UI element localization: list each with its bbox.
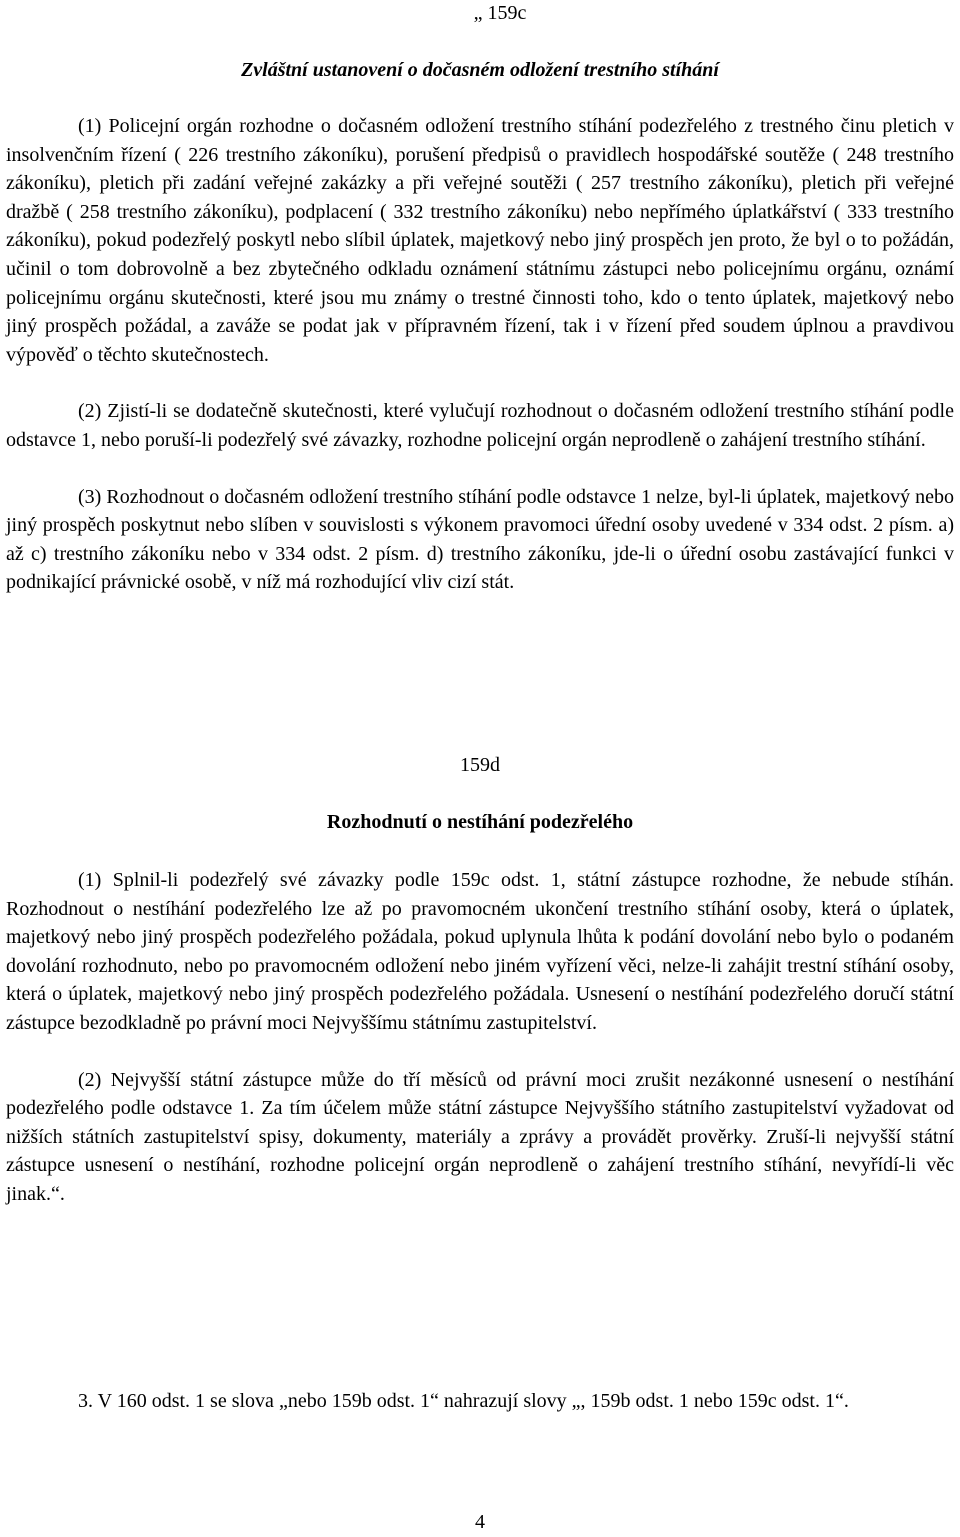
section-number-159c: „ 159c [473,2,527,24]
paragraph-159c-3: (3) Rozhodnout o dočasném odložení trestního stíhání podle odstavce 1 nelze, byl-li úplatek, majetkový nebo jiný prospěch poskytnut nebo slíben v souvislosti s výkonem pravomoci úřední osoby uvedené v 334 odst. 2 písm. a) až c) trestního zákoníku nebo v 334 odst. 2 písm. d) trestního zákoníku, jde-li o úřední osobu zastávající funkci v podnikající právnické osobě, v níž má rozhodující vliv cizí stát. [6,485,954,594]
section-159c-body [6,112,954,597]
section-159d-body [6,866,954,1209]
paragraph-159c-2: (2) Zjistí-li se dodatečně skutečnosti, které vylučují rozhodnout o dočasném odložení trestního stíhání podle odstavce 1, nebo poruší-li podezřelý své závazky, rozhodne policejní orgán neprodleně o zahájení trestního stíhání. [6,400,954,451]
section-title-159d: Rozhodnutí o nestíhání podezřelého [326,811,634,833]
paragraph-159c-1: (1) Policejní orgán rozhodne o dočasném odložení trestního stíhání podezřelého z trestného činu pletich v insolvenčním řízení ( 226 trestního zákoníku), porušení předpisů o pravidlech hospodářské soutěže ( 248 trestního zákoníku), pletich při zadání veřejné zakázky a při veřejné soutěži ( 257 trestního zákoníku), pletich při veřejné dražbě ( 258 trestního zákoníku), podplacení ( 332 trestního zákoníku) nebo nepřímého úplatkářství ( 333 trestního zákoníku), pokud podezřelý poskytl nebo slíbil úplatek, majetkový nebo jiný prospěch jen proto, že byl o to požádán, učinil o tom dobrovolně a bez zbytečného odkladu oznámení státnímu zástupci nebo policejnímu orgánu, oznámí policejnímu orgánu skutečnosti, které jsou mu známy o trestné činnosti toho, kdo o tento úplatek, majetkový nebo jiný prospěch požádal, a zaváže se podat jak v přípravném řízení, tak i v řízení před soudem úplnou a pravdivou výpověď o těchto skutečnostech. [6,115,954,366]
paragraph-159d-1: (1) Splnil-li podezřelý své závazky podle 159c odst. 1, státní zástupce rozhodne, že nebude stíhán. Rozhodnout o nestíhání podezřelého lze až po pravomocném ukončení trestního stíhání osoby, která o úplatek, majetkový nebo jiný prospěch podezřelého požádala, pokud uplynula lhůta k podání dovolání nebo bylo o podaném dovolání rozhodnuto, nebo po pravomocném odložení nebo jiném vyřízení věci, nelze-li zahájit trestní stíhání osoby, která o úplatek, majetkový nebo jiný prospěch podezřelého požádala. Usnesení o nestíhání podezřelého doručí státní zástupce bezodkladně po právní moci Nejvyššímu státnímu zastupitelství. [6,869,954,1034]
section-number-159d: 159d [460,754,500,776]
page-number: 4 [475,1511,485,1533]
section-title-159c: Zvláštní ustanovení o dočasném odložení trestního stíhání [241,59,719,81]
amendment-point-3: 3. V 160 odst. 1 se slova „nebo 159b odst. 1“ nahrazují slovy „, 159b odst. 1 nebo 159c odst. 1“. [78,1390,849,1412]
paragraph-159d-2: (2) Nejvyšší státní zástupce může do tří měsíců od právní moci zrušit nezákonné usnesení o nestíhání podezřelého podle odstavce 1. Za tím účelem může státní zástupce Nejvyššího státního zastupitelství vyžadovat od nižších státních zastupitelství spisy, dokumenty, materiály a zprávy a provádět prověrky. Zruší-li nejvyšší státní zástupce usnesení o nestíhání, rozhodne policejní orgán neprodleně o zahájení trestního stíhání, nevyřídí-li věc jinak.“. [6,1068,954,1205]
